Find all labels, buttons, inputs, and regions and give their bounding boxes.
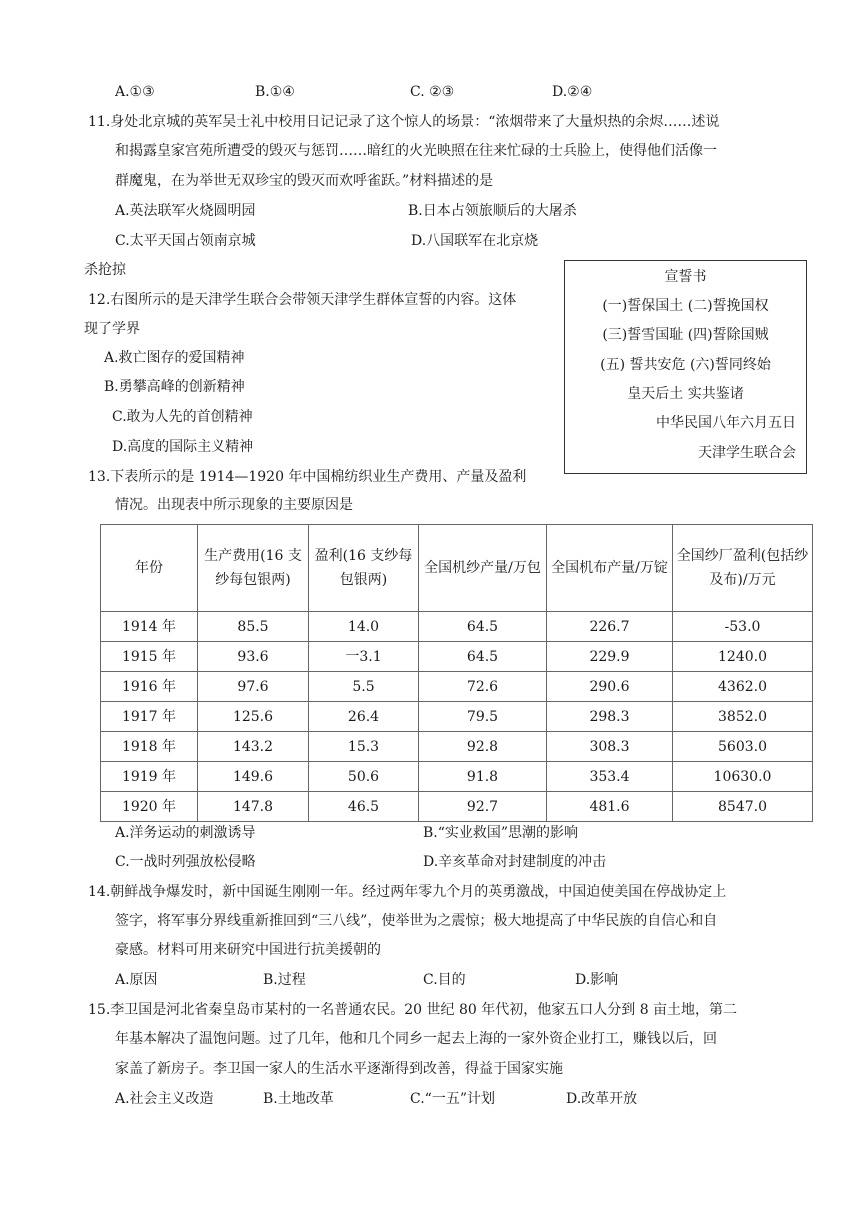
q12-option-d: D.高度的国际主义精神 (112, 439, 254, 455)
q11-option-a: A.英法联军火烧圆明园 (115, 203, 256, 219)
q11-options-row-1 (0, 201, 860, 221)
q14-options (0, 970, 860, 990)
table-header-cell: 盈利(16 支纱每包银两) (309, 525, 419, 612)
table-cell: 1917 年 (101, 702, 198, 732)
table-cell: 1919 年 (101, 762, 198, 792)
q11-options-row-2 (0, 231, 860, 251)
table-row (101, 792, 813, 822)
q15-stem-line-3: 家盖了新房子。李卫国一家人的生活水平逐渐得到改善，得益于国家实施 (115, 1061, 563, 1077)
q12-option-c: C.敢为人先的首创精神 (112, 409, 253, 425)
table-cell: 72.6 (419, 672, 547, 702)
q14-option-a: A.原因 (115, 972, 158, 988)
table-header-row (101, 525, 813, 612)
table-cell: 1920 年 (101, 792, 198, 822)
q15-options (0, 1089, 860, 1109)
q11-option-b: B.日本占领旅顺后的大屠杀 (408, 203, 577, 219)
q13-option-d: D.辛亥革命对封建制度的冲击 (423, 854, 607, 870)
table-cell: 15.3 (309, 732, 419, 762)
oath-organization: 天津学生联合会 (698, 445, 796, 461)
table-cell: 147.8 (198, 792, 309, 822)
oath-title: 宣誓书 (664, 269, 707, 285)
q13-options-row-1 (0, 823, 860, 843)
q15-option-a: A.社会主义改造 (115, 1091, 214, 1107)
q13-stem-line-1: 13.下表所示的是 1914—1920 年中国棉纺织业生产费用、产量及盈利 (88, 469, 527, 485)
q11-stem-line-2: 和揭露皇家宫苑所遭受的毁灭与惩罚……暗红的火光映照在往来忙碌的士兵脸上，使得他们活像一 (115, 143, 717, 159)
table-cell: 149.6 (198, 762, 309, 792)
q14-option-c: C.目的 (423, 972, 466, 988)
table-cell: 308.3 (547, 732, 673, 762)
table-header-cell: 生产费用(16 支纱每包银两) (198, 525, 309, 612)
q14-stem-line-2: 签字，将军事分界线重新推回到“三八线”，使举世为之震惊；极大地提高了中华民族的自信心和自 (115, 913, 718, 929)
q11-option-c: C.太平天国占领南京城 (115, 233, 256, 249)
oath-date: 中华民国八年六月五日 (656, 415, 796, 431)
table-cell: 10630.0 (673, 762, 813, 792)
table-cell: 3852.0 (673, 702, 813, 732)
q10-options (0, 82, 860, 102)
table-cell: 5603.0 (673, 732, 813, 762)
q12-stem-line-1: 12.右图所示的是天津学生联合会带领天津学生群体宣誓的内容。这体 (88, 292, 517, 308)
table-cell: 1916 年 (101, 672, 198, 702)
table-cell: 一3.1 (309, 642, 419, 672)
table-cell: 79.5 (419, 702, 547, 732)
table-row (101, 672, 813, 702)
table-cell: 93.6 (198, 642, 309, 672)
q11-stem-line-1: 11.身处北京城的英军吴士礼中校用日记记录了这个惊人的场景：“浓烟带来了大量炽热的余烬……述说 (88, 114, 720, 130)
q13-option-b: B.“实业救国”思潮的影响 (423, 825, 579, 841)
table-cell: 92.7 (419, 792, 547, 822)
table-cell: 64.5 (419, 612, 547, 642)
oath-row-1: (一)誓保国土 (二)誓挽国权 (602, 298, 769, 314)
q14-stem-line-3: 豪感。材料可用来研究中国进行抗美援朝的 (115, 942, 381, 958)
table-header-cell: 年份 (101, 525, 198, 612)
table-cell: 226.7 (547, 612, 673, 642)
q11-option-d-wrap: 杀抢掠 (84, 262, 126, 278)
table-header-cell: 全国纱厂盈利(包括纱及布)/万元 (673, 525, 813, 612)
table-cell: 26.4 (309, 702, 419, 732)
q15-option-c: C.“一五”计划 (410, 1091, 495, 1107)
table-cell: -53.0 (673, 612, 813, 642)
table-cell: 1918 年 (101, 732, 198, 762)
q15-stem-line-2: 年基本解决了温饱问题。过了几年，他和几个同乡一起去上海的一家外资企业打工，赚钱以后，回 (115, 1031, 717, 1047)
table-cell: 8547.0 (673, 792, 813, 822)
q13-stem-line-2: 情况。出现表中所示现象的主要原因是 (115, 497, 353, 513)
q12-option-b: B.勇攀高峰的创新精神 (104, 379, 245, 395)
cotton-industry-table (100, 524, 813, 822)
q13-option-c: C.一战时列强放松侵略 (115, 854, 256, 870)
table-cell: 14.0 (309, 612, 419, 642)
table-cell: 5.5 (309, 672, 419, 702)
q14-stem-line-1: 14.朝鲜战争爆发时，新中国诞生刚刚一年。经过两年零九个月的英勇激战，中国迫使美国在停战协定上 (88, 884, 727, 900)
table-cell: 50.6 (309, 762, 419, 792)
table-row (101, 612, 813, 642)
q13-options-row-2 (0, 852, 860, 872)
table-cell: 290.6 (547, 672, 673, 702)
table-cell: 91.8 (419, 762, 547, 792)
oath-row-3: (五) 誓共安危 (六)誓同终始 (600, 357, 771, 373)
q12-option-a: A.救亡图存的爱国精神 (104, 350, 245, 366)
table-header-cell: 全国机布产量/万锭 (547, 525, 673, 612)
q11-stem-line-3: 群魔鬼，在为举世无双珍宝的毁灭而欢呼雀跃。”材料描述的是 (115, 173, 494, 189)
q12-stem-line-2: 现了学界 (84, 321, 140, 337)
table-cell: 85.5 (198, 612, 309, 642)
table-row (101, 762, 813, 792)
q15-option-b: B.土地改革 (263, 1091, 334, 1107)
q10-option-c: C. ②③ (410, 84, 455, 100)
q10-option-b: B.①④ (255, 84, 295, 100)
q11-option-d: D.八国联军在北京烧 (411, 233, 539, 249)
oath-row-4: 皇天后土 实共鉴诸 (627, 386, 744, 402)
q14-option-b: B.过程 (263, 972, 306, 988)
q10-option-a: A.①③ (115, 84, 155, 100)
table-row (101, 732, 813, 762)
table-cell: 143.2 (198, 732, 309, 762)
q14-option-d: D.影响 (575, 972, 619, 988)
table-row (101, 642, 813, 672)
table-cell: 4362.0 (673, 672, 813, 702)
table-cell: 1914 年 (101, 612, 198, 642)
table-row (101, 702, 813, 732)
table-cell: 125.6 (198, 702, 309, 732)
oath-document-box (564, 260, 807, 474)
table-cell: 92.8 (419, 732, 547, 762)
table-cell: 481.6 (547, 792, 673, 822)
q15-stem-line-1: 15.李卫国是河北省秦皇岛市某村的一名普通农民。20 世纪 80 年代初，他家五口人分到 8 亩土地，第二 (88, 1002, 738, 1018)
table-cell: 46.5 (309, 792, 419, 822)
q13-option-a: A.洋务运动的刺激诱导 (115, 825, 256, 841)
table-cell: 229.9 (547, 642, 673, 672)
table-cell: 298.3 (547, 702, 673, 732)
oath-row-2: (三)誓雪国耻 (四)誓除国贼 (602, 327, 769, 343)
table-header-cell: 全国机纱产量/万包 (419, 525, 547, 612)
table-cell: 97.6 (198, 672, 309, 702)
q10-option-d: D.②④ (552, 84, 593, 100)
table-cell: 353.4 (547, 762, 673, 792)
table-cell: 1915 年 (101, 642, 198, 672)
table-cell: 1240.0 (673, 642, 813, 672)
q15-option-d: D.改革开放 (566, 1091, 638, 1107)
table-cell: 64.5 (419, 642, 547, 672)
